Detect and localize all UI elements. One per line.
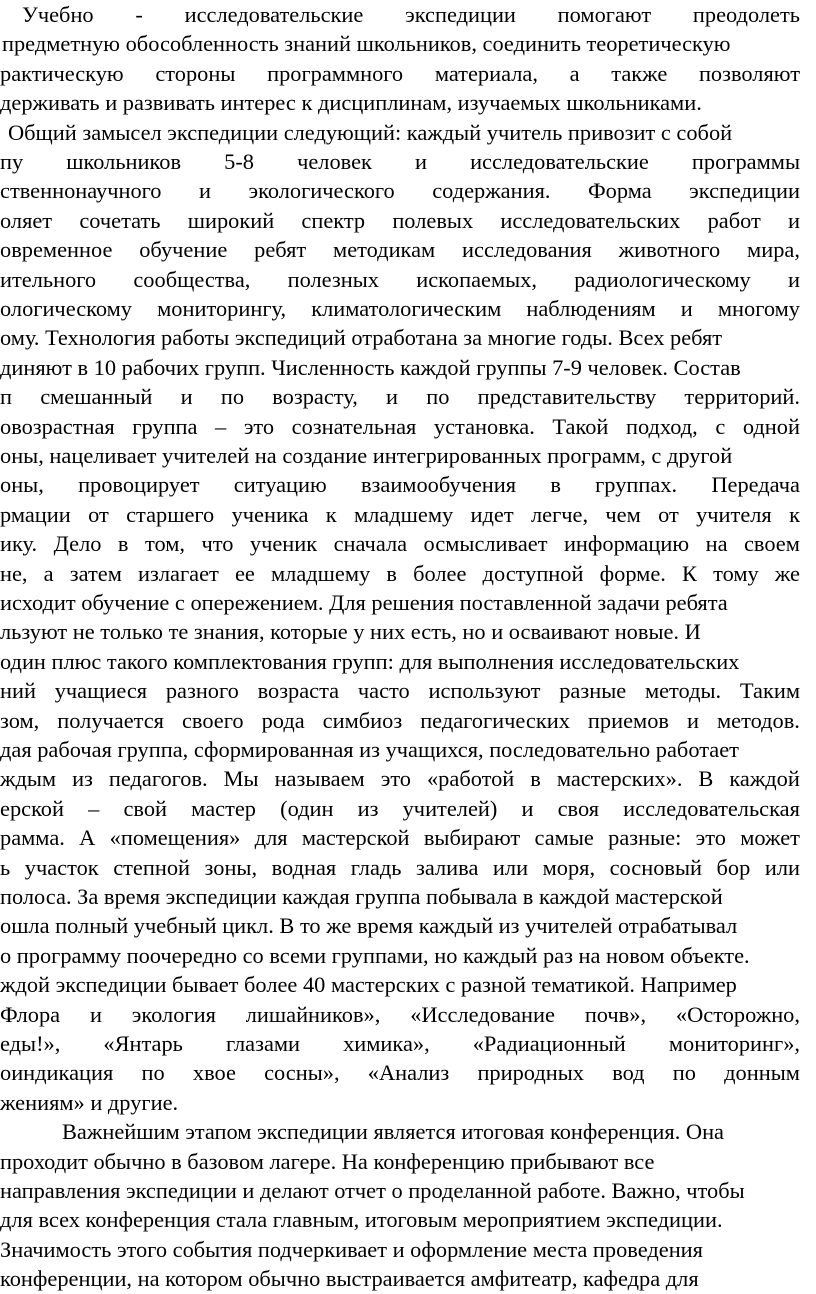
word: сознательная: [291, 413, 417, 439]
word: донным: [724, 1060, 800, 1086]
word: гладь: [350, 854, 402, 880]
text-line: направления экспедиции и делают отчет о проделанной работе. Важно, чтобы: [0, 1178, 745, 1203]
text-line: [0, 823, 800, 853]
word: и: [386, 384, 399, 410]
text-line: [0, 559, 800, 589]
word: это: [380, 766, 411, 792]
word: ственнонаучного: [0, 178, 162, 204]
word: затем: [69, 560, 122, 586]
text-line: [0, 382, 800, 412]
word: Флора: [0, 1001, 61, 1027]
word: сосны»,: [264, 1060, 340, 1086]
word: своя: [557, 795, 600, 821]
word: легче,: [530, 501, 589, 527]
word: сосновый: [609, 854, 702, 880]
text-line: [0, 706, 800, 736]
text-line: [0, 470, 800, 500]
word: и: [415, 149, 427, 174]
word: в: [530, 766, 541, 792]
word: обучение: [139, 237, 228, 263]
text-line: [0, 235, 800, 265]
word: рмации: [0, 501, 71, 527]
word: полезных: [287, 266, 379, 292]
word: «Осторожно,: [675, 1001, 800, 1027]
word: разные:: [608, 825, 682, 851]
word: рактическую: [0, 60, 124, 86]
word: Форма: [587, 178, 652, 204]
word: Учебно: [22, 2, 94, 27]
word: пу: [0, 149, 24, 174]
word: группах.: [595, 472, 678, 498]
text-line: жениям» и другие.: [0, 1089, 179, 1115]
word: или: [764, 854, 800, 880]
text-line: исходит обучение с опережением. Для решения поставленной задачи ребята: [0, 590, 728, 615]
word: получается: [57, 707, 164, 733]
text-line: ошла полный учебный цикл. В то же время каждый из учителей отрабатывал: [0, 913, 738, 939]
word: зоны,: [204, 854, 258, 880]
word: или: [492, 854, 529, 880]
word: и: [680, 296, 693, 321]
text-line: [0, 764, 800, 794]
word: по: [426, 384, 450, 410]
word: радиологическому: [574, 266, 751, 292]
text-line: ждой экспедиции бывает более 40 мастерских с разной тематикой. Например: [0, 972, 737, 998]
text-line: предметную обособленность знаний школьников, соединить теоретическую: [2, 31, 731, 57]
text-line: [0, 529, 800, 559]
word: 5-8: [224, 149, 254, 174]
word: в: [386, 560, 397, 586]
text-line: конференции, на котором обычно выстраивается амфитеатр, кафедра для: [0, 1266, 699, 1292]
word: осмысливает: [423, 531, 548, 557]
text-line: [0, 1058, 800, 1088]
word: А: [79, 825, 96, 851]
word: учителя: [696, 501, 772, 527]
word: из: [72, 766, 93, 792]
word: ику.: [0, 531, 38, 557]
word: также: [611, 60, 668, 86]
word: климатологическим: [311, 296, 502, 321]
word: ь: [0, 854, 11, 880]
word: школьников: [66, 149, 182, 174]
word: методов.: [716, 707, 800, 733]
word: ительного: [0, 266, 97, 292]
word: участок: [24, 854, 99, 880]
word: оляет: [0, 207, 53, 233]
word: более: [413, 560, 467, 586]
word: педагогов.: [108, 766, 208, 792]
word: по: [672, 1060, 696, 1086]
text-line: [0, 412, 800, 442]
text-line: диняют в 10 рабочих групп. Численность каждой группы 7-9 человек. Состав: [0, 354, 741, 380]
word: п: [0, 384, 12, 410]
word: группа: [132, 413, 198, 439]
word: еды!»,: [0, 1031, 61, 1056]
text-line: [0, 294, 800, 324]
word: том,: [144, 531, 185, 557]
word: содержания.: [432, 178, 551, 204]
word: самые: [534, 825, 594, 851]
word: экспедиции: [689, 178, 800, 204]
word: ждым: [0, 766, 57, 792]
word: природных: [477, 1060, 584, 1086]
word: называем: [274, 766, 365, 792]
word: учителей): [402, 795, 498, 821]
word: своем: [743, 531, 800, 557]
word: сообщества,: [133, 266, 251, 292]
word: Передача: [711, 472, 800, 498]
word: ологическому: [0, 296, 133, 321]
word: «работой: [426, 766, 515, 792]
word: младшему: [270, 560, 371, 586]
word: для: [254, 825, 288, 851]
word: к: [789, 501, 800, 527]
word: педагогических: [420, 707, 570, 733]
text-line: держивать и развивать интерес к дисциплинам, изучаемых школьниками.: [0, 90, 702, 116]
text-line: о программу поочередно со всеми группами, но каждый раз на новом объекте.: [0, 942, 750, 968]
word: К: [682, 560, 697, 586]
word: моря,: [542, 854, 596, 880]
word: вод: [612, 1060, 645, 1086]
word: мастерской: [301, 825, 410, 851]
word: полевых: [392, 207, 474, 233]
word: химика»,: [343, 1031, 430, 1056]
word: ископаемых,: [416, 266, 537, 292]
word: преодолеть: [692, 2, 800, 27]
word: мониторингу,: [157, 296, 287, 321]
text-line: [22, 0, 800, 30]
text-line: [0, 147, 800, 177]
word: ерской: [0, 795, 64, 821]
word: ний: [0, 678, 36, 704]
text-line: дая рабочая группа, сформированная из учащихся, последовательно работает: [0, 737, 739, 762]
word: ученика: [231, 501, 309, 527]
text-line: Общий замысел экспедиции следующий: каждый учитель привозит с собой: [8, 119, 733, 145]
word: из: [357, 795, 379, 821]
text-line: [0, 1000, 800, 1030]
word: исследовательские: [184, 2, 364, 27]
word: возраста: [257, 678, 340, 704]
word: оны,: [0, 472, 44, 498]
text-line: [0, 794, 800, 824]
text-line: [0, 1029, 800, 1059]
word: может: [740, 825, 800, 851]
word: помогают: [557, 2, 652, 27]
word: форме.: [599, 560, 666, 586]
word: широкий: [187, 207, 275, 233]
text-line: [0, 206, 800, 236]
word: одной: [742, 413, 800, 439]
word: что: [201, 531, 234, 557]
word: чем: [605, 501, 641, 527]
word: идет: [470, 501, 514, 527]
word: и: [788, 266, 800, 292]
word: а: [43, 560, 54, 586]
word: с: [715, 413, 726, 439]
text-line: проходит обычно в базовом лагере. На конференцию прибывают все: [0, 1148, 655, 1174]
word: представительству: [477, 384, 657, 410]
word: «Радиационный: [472, 1031, 626, 1056]
word: симбиоз: [322, 707, 403, 733]
word: материала,: [434, 60, 538, 86]
text-line: Значимость этого события подчеркивает и оформление места проведения: [0, 1236, 703, 1262]
text-line: ому. Технология работы экспедиций отработана за многие годы. Всех ребят: [0, 325, 723, 351]
word: к: [325, 501, 337, 527]
word: ее: [234, 560, 255, 586]
word: мастерских».: [556, 766, 683, 792]
word: исследования: [462, 237, 592, 263]
word: в: [117, 531, 129, 557]
word: выбирают: [423, 825, 521, 851]
word: «Анализ: [367, 1060, 450, 1086]
word: учащиеся: [54, 678, 148, 704]
word: залива: [416, 854, 479, 880]
word: экспедиции: [405, 2, 516, 27]
word: методы.: [644, 678, 722, 704]
word: многому: [717, 296, 800, 321]
word: не,: [0, 560, 28, 586]
word: на: [705, 531, 728, 557]
word: животного: [618, 237, 721, 263]
text-line: льзуют не только те знания, которые у них есть, но и осваивают новые. И: [0, 619, 701, 645]
word: по: [141, 1060, 165, 1086]
text-line: [0, 176, 800, 206]
word: «Янтарь: [103, 1031, 183, 1056]
word: часто: [357, 678, 410, 704]
text-line: полоса. За время экспедиции каждая группа побывала в каждой мастерской: [0, 884, 723, 909]
word: рода: [261, 707, 305, 733]
word: исследовательских: [500, 207, 681, 233]
word: работ: [707, 207, 761, 233]
word: приемов: [587, 707, 669, 733]
word: подход,: [625, 413, 698, 439]
word: стороны: [155, 60, 236, 86]
text-line: Важнейшим этапом экспедиции является итоговая конференция. Она: [62, 1119, 724, 1145]
word: бор: [716, 854, 751, 880]
word: наблюдениям: [526, 296, 656, 321]
word: (один: [280, 795, 334, 821]
word: зом,: [0, 707, 40, 733]
word: овозрастная: [0, 413, 115, 439]
word: степной: [113, 854, 190, 880]
word: В: [698, 766, 714, 792]
word: тому: [713, 560, 759, 586]
word: экологического: [248, 178, 395, 204]
word: человек: [297, 149, 372, 174]
word: информацию: [563, 531, 690, 557]
word: возрасту,: [272, 384, 358, 410]
word: это: [695, 825, 726, 851]
word: разные: [559, 678, 627, 704]
word: это: [243, 413, 275, 439]
word: экология: [131, 1001, 216, 1027]
word: и: [180, 384, 193, 410]
word: младшему: [353, 501, 454, 527]
word: провоцирует: [78, 472, 200, 498]
word: Мы: [223, 766, 259, 792]
word: ученик: [249, 531, 318, 557]
word: программы: [691, 149, 800, 174]
text-line: для всех конференция стала главным, итоговым мероприятием экспедиции.: [0, 1207, 723, 1233]
word: глазами: [225, 1031, 301, 1056]
word: взаимообучения: [360, 472, 517, 498]
word: методикам: [333, 237, 436, 263]
word: и: [89, 1001, 102, 1027]
text-line: один плюс такого комплектования групп: для выполнения исследовательских: [0, 648, 740, 674]
word: по: [220, 384, 245, 410]
text-line: [0, 265, 800, 295]
word: сначала: [333, 531, 408, 557]
word: хвое: [192, 1060, 236, 1086]
word: сочетать: [79, 207, 161, 233]
word: от: [658, 501, 679, 527]
text-line: [0, 853, 800, 883]
word: и: [788, 207, 800, 233]
word: ребят: [254, 237, 307, 263]
word: исследовательские: [470, 149, 649, 174]
word: разного: [165, 678, 239, 704]
word: в: [550, 472, 561, 498]
word: Дело: [53, 531, 102, 557]
word: мониторинг»,: [668, 1031, 800, 1056]
word: почв»,: [584, 1001, 647, 1027]
word: рамма.: [0, 825, 65, 851]
word: овременное: [0, 237, 113, 263]
word: «помещения»: [109, 825, 241, 851]
word: и: [521, 795, 534, 821]
word: же: [774, 560, 800, 586]
word: программного: [267, 60, 404, 86]
word: установка.: [433, 413, 535, 439]
word: каждой: [729, 766, 800, 792]
word: старшего: [126, 501, 215, 527]
text-line: оны, нацеливает учителей на создание интегрированных программ, с другой: [0, 443, 733, 468]
word: лишайников»,: [245, 1001, 381, 1027]
word: от: [88, 501, 109, 527]
word: –: [88, 795, 100, 821]
word: мастер: [191, 795, 256, 821]
word: Такой: [552, 413, 609, 439]
word: используют: [428, 678, 541, 704]
word: исследовательская: [623, 795, 800, 821]
word: и: [686, 707, 699, 733]
word: своего: [181, 707, 244, 733]
word: мира,: [747, 237, 800, 263]
word: -: [135, 2, 143, 27]
word: территорий.: [684, 384, 800, 410]
word: водная: [271, 854, 337, 880]
word: –: [215, 413, 227, 439]
word: излагает: [138, 560, 219, 586]
word: Таким: [739, 678, 800, 704]
word: свой: [123, 795, 168, 821]
text-line: [0, 500, 800, 530]
word: доступной: [482, 560, 584, 586]
word: смешанный: [40, 384, 153, 410]
word: оиндикация: [0, 1060, 114, 1086]
text-line: [0, 59, 800, 89]
word: спектр: [301, 207, 366, 233]
word: «Исследование: [410, 1001, 555, 1027]
text-line: [0, 676, 800, 706]
word: и: [199, 178, 211, 204]
word: позволяют: [698, 60, 800, 86]
word: ситуацию: [233, 472, 327, 498]
word: а: [569, 60, 580, 86]
